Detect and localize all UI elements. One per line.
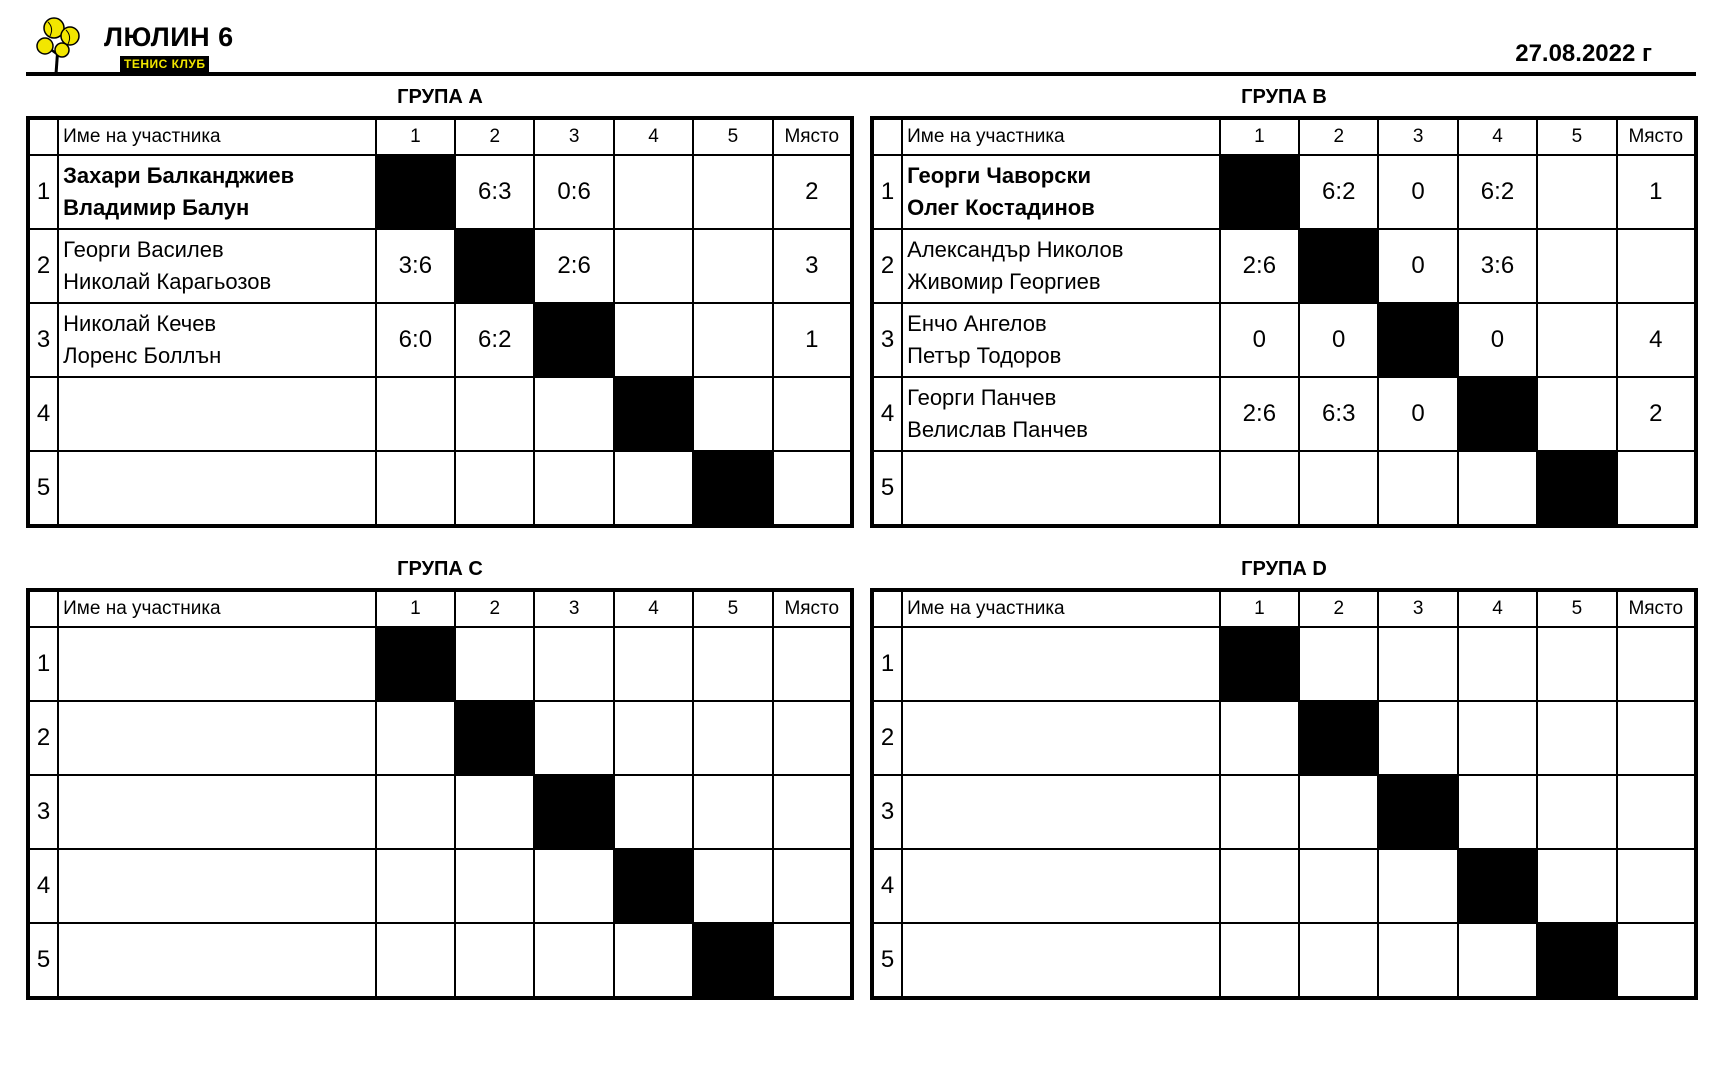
- table-row: [28, 701, 852, 775]
- row-number: 1: [28, 155, 58, 229]
- place-cell: [773, 923, 852, 998]
- table-header-row: [28, 118, 852, 155]
- participant-cell: [58, 701, 376, 775]
- score-cell: [693, 229, 772, 303]
- logo-subtitle: ТЕНИС КЛУБ: [120, 56, 209, 72]
- score-cell: 6:2: [1299, 155, 1378, 229]
- table-row: [28, 849, 852, 923]
- participant-cell: [58, 849, 376, 923]
- participant-cell: [902, 775, 1220, 849]
- participant-name-1: Георги Панчев: [907, 385, 1057, 410]
- column-header-3: 3: [534, 590, 613, 627]
- score-cell: 0: [1378, 229, 1457, 303]
- column-header-3: 3: [1378, 118, 1457, 155]
- score-cell: [534, 849, 613, 923]
- self-match-cell: [455, 229, 534, 303]
- column-header-2: 2: [455, 118, 534, 155]
- participant-cell: [902, 377, 1220, 451]
- participant-name-2: Николай Карагьозов: [63, 269, 272, 294]
- score-cell: [1458, 627, 1537, 701]
- self-match-cell: [1458, 377, 1537, 451]
- participant-name-2: Владимир Балун: [63, 195, 250, 220]
- group-table: [26, 588, 854, 1000]
- score-cell: [376, 377, 455, 451]
- score-cell: [614, 923, 693, 998]
- row-number: 5: [872, 923, 902, 998]
- place-cell: [773, 849, 852, 923]
- place-cell: [773, 627, 852, 701]
- table-row: [28, 155, 852, 229]
- row-number: 1: [28, 627, 58, 701]
- table-row: [872, 627, 1696, 701]
- participant-name-1: Енчо Ангелов: [907, 311, 1047, 336]
- self-match-cell: [376, 155, 455, 229]
- row-number: 1: [872, 155, 902, 229]
- score-cell: [1537, 155, 1616, 229]
- group-title: ГРУПА D: [1241, 558, 1327, 580]
- table-row: [28, 451, 852, 526]
- score-cell: [1378, 627, 1457, 701]
- score-cell: 3:6: [376, 229, 455, 303]
- self-match-cell: [455, 701, 534, 775]
- score-cell: [693, 377, 772, 451]
- place-cell: [1617, 627, 1696, 701]
- row-number: 5: [28, 451, 58, 526]
- score-cell: [1537, 775, 1616, 849]
- score-cell: [1299, 775, 1378, 849]
- self-match-cell: [534, 303, 613, 377]
- score-cell: [1537, 377, 1616, 451]
- score-cell: [455, 627, 534, 701]
- table-row: [872, 377, 1696, 451]
- table-row: [872, 229, 1696, 303]
- score-cell: [534, 377, 613, 451]
- score-cell: [376, 775, 455, 849]
- table-header-row: [872, 590, 1696, 627]
- score-cell: [455, 849, 534, 923]
- participant-cell: [902, 627, 1220, 701]
- score-cell: [1220, 701, 1299, 775]
- score-cell: [534, 451, 613, 526]
- self-match-cell: [614, 849, 693, 923]
- column-header-place: Място: [1617, 590, 1696, 627]
- column-header-1: 1: [376, 118, 455, 155]
- place-cell: 1: [1617, 155, 1696, 229]
- self-match-cell: [1299, 229, 1378, 303]
- score-cell: [376, 701, 455, 775]
- self-match-cell: [693, 451, 772, 526]
- score-cell: [534, 701, 613, 775]
- table-row: [872, 849, 1696, 923]
- self-match-cell: [1537, 451, 1616, 526]
- row-number: 5: [872, 451, 902, 526]
- participant-cell: [58, 451, 376, 526]
- score-cell: [693, 849, 772, 923]
- self-match-cell: [1299, 701, 1378, 775]
- column-header-3: 3: [1378, 590, 1457, 627]
- participant-name-1: Александър Николов: [907, 237, 1124, 262]
- place-cell: [1617, 923, 1696, 998]
- participant-name-2: Велислав Панчев: [907, 417, 1088, 442]
- place-cell: [1617, 229, 1696, 303]
- club-logo: [36, 16, 236, 76]
- score-cell: [614, 701, 693, 775]
- score-cell: [1458, 451, 1537, 526]
- score-cell: [1378, 701, 1457, 775]
- self-match-cell: [614, 377, 693, 451]
- score-cell: 6:2: [1458, 155, 1537, 229]
- column-header-name: Име на участника: [902, 118, 1220, 155]
- table-row: [872, 303, 1696, 377]
- table-row: [872, 451, 1696, 526]
- column-header-5: 5: [693, 590, 772, 627]
- participant-name-2: Лоренс Боллън: [63, 343, 222, 368]
- score-cell: [534, 627, 613, 701]
- score-cell: 0: [1458, 303, 1537, 377]
- score-cell: 6:3: [455, 155, 534, 229]
- group-a: [26, 84, 854, 528]
- place-cell: [1617, 701, 1696, 775]
- row-number: 2: [872, 701, 902, 775]
- column-header-5: 5: [1537, 118, 1616, 155]
- column-header-2: 2: [1299, 590, 1378, 627]
- column-header-1: 1: [1220, 590, 1299, 627]
- tournament-date: 27.08.2022 г: [1515, 40, 1652, 67]
- score-cell: [534, 923, 613, 998]
- column-header-2: 2: [455, 590, 534, 627]
- score-cell: [693, 775, 772, 849]
- column-header-4: 4: [614, 590, 693, 627]
- column-header-name: Име на участника: [58, 118, 376, 155]
- participant-cell: [58, 303, 376, 377]
- score-cell: 3:6: [1458, 229, 1537, 303]
- table-row: [28, 627, 852, 701]
- score-cell: 2:6: [1220, 229, 1299, 303]
- row-number: 4: [872, 849, 902, 923]
- row-number: 4: [28, 849, 58, 923]
- self-match-cell: [1378, 775, 1457, 849]
- row-number: 2: [28, 229, 58, 303]
- score-cell: [455, 451, 534, 526]
- column-header-5: 5: [1537, 590, 1616, 627]
- place-cell: [1617, 775, 1696, 849]
- group-c: [26, 556, 854, 1000]
- score-cell: 2:6: [534, 229, 613, 303]
- participant-name-1: Захари Балканджиев: [63, 163, 295, 188]
- participant-cell: [58, 775, 376, 849]
- participant-cell: [58, 377, 376, 451]
- participant-name-2: Живомир Георгиев: [907, 269, 1101, 294]
- row-number: 1: [872, 627, 902, 701]
- row-number: 3: [872, 303, 902, 377]
- column-header-1: 1: [376, 590, 455, 627]
- score-cell: 6:3: [1299, 377, 1378, 451]
- logo-title: ЛЮЛИН 6: [104, 22, 234, 52]
- score-cell: [1378, 849, 1457, 923]
- score-cell: [1537, 229, 1616, 303]
- score-cell: [376, 923, 455, 998]
- participant-name-1: Георги Василев: [63, 237, 224, 262]
- participant-cell: [58, 627, 376, 701]
- score-cell: 6:2: [455, 303, 534, 377]
- score-cell: [693, 627, 772, 701]
- group-table: [870, 116, 1698, 528]
- score-cell: [614, 775, 693, 849]
- column-header-name: Име на участника: [902, 590, 1220, 627]
- group-d: [870, 556, 1698, 1000]
- score-cell: [455, 923, 534, 998]
- row-number: 2: [872, 229, 902, 303]
- column-header-5: 5: [693, 118, 772, 155]
- participant-name-1: Николай Кечев: [63, 311, 217, 336]
- group-b: [870, 84, 1698, 528]
- score-cell: [693, 155, 772, 229]
- score-cell: [1220, 775, 1299, 849]
- group-title: ГРУПА В: [1241, 86, 1327, 108]
- score-cell: [1299, 451, 1378, 526]
- self-match-cell: [1220, 155, 1299, 229]
- participant-cell: [902, 229, 1220, 303]
- score-cell: [376, 849, 455, 923]
- corner-cell: [28, 118, 58, 155]
- row-number: 5: [28, 923, 58, 998]
- column-header-1: 1: [1220, 118, 1299, 155]
- participant-cell: [902, 155, 1220, 229]
- place-cell: [773, 775, 852, 849]
- page-header: [26, 12, 1694, 74]
- participant-cell: [902, 849, 1220, 923]
- corner-cell: [872, 118, 902, 155]
- table-row: [872, 775, 1696, 849]
- row-number: 3: [872, 775, 902, 849]
- place-cell: 4: [1617, 303, 1696, 377]
- header-divider: [26, 72, 1696, 76]
- score-cell: [614, 229, 693, 303]
- column-header-2: 2: [1299, 118, 1378, 155]
- score-cell: [1537, 701, 1616, 775]
- self-match-cell: [1537, 923, 1616, 998]
- column-header-place: Място: [1617, 118, 1696, 155]
- column-header-4: 4: [1458, 590, 1537, 627]
- group-table: [870, 588, 1698, 1000]
- self-match-cell: [1458, 849, 1537, 923]
- score-cell: [614, 303, 693, 377]
- table-row: [28, 303, 852, 377]
- score-cell: 0: [1378, 377, 1457, 451]
- place-cell: [773, 701, 852, 775]
- score-cell: [1458, 701, 1537, 775]
- column-header-place: Място: [773, 590, 852, 627]
- table-row: [28, 377, 852, 451]
- row-number: 4: [28, 377, 58, 451]
- table-header-row: [28, 590, 852, 627]
- participant-cell: [58, 155, 376, 229]
- participant-cell: [902, 451, 1220, 526]
- row-number: 4: [872, 377, 902, 451]
- participant-cell: [902, 701, 1220, 775]
- score-cell: [376, 451, 455, 526]
- score-cell: [693, 701, 772, 775]
- score-cell: [1299, 923, 1378, 998]
- score-cell: [1220, 923, 1299, 998]
- table-row: [28, 229, 852, 303]
- place-cell: [1617, 849, 1696, 923]
- place-cell: 1: [773, 303, 852, 377]
- participant-name-1: Георги Чаворски: [907, 163, 1091, 188]
- corner-cell: [28, 590, 58, 627]
- table-row: [872, 155, 1696, 229]
- score-cell: [1299, 627, 1378, 701]
- score-cell: [693, 303, 772, 377]
- score-cell: 0: [1378, 155, 1457, 229]
- score-cell: [455, 377, 534, 451]
- score-cell: [1299, 849, 1378, 923]
- participant-cell: [58, 923, 376, 998]
- score-cell: [1220, 451, 1299, 526]
- group-table: [26, 116, 854, 528]
- group-title: ГРУПА А: [397, 86, 483, 108]
- score-cell: 0:6: [534, 155, 613, 229]
- place-cell: [773, 451, 852, 526]
- score-cell: 0: [1220, 303, 1299, 377]
- score-cell: 2:6: [1220, 377, 1299, 451]
- row-number: 3: [28, 303, 58, 377]
- tennis-balls-tree-icon: [36, 16, 106, 76]
- self-match-cell: [376, 627, 455, 701]
- place-cell: 2: [773, 155, 852, 229]
- corner-cell: [872, 590, 902, 627]
- participant-name-2: Петър Тодоров: [907, 343, 1062, 368]
- row-number: 3: [28, 775, 58, 849]
- place-cell: 3: [773, 229, 852, 303]
- score-cell: [1220, 849, 1299, 923]
- column-header-name: Име на участника: [58, 590, 376, 627]
- score-cell: [614, 627, 693, 701]
- score-cell: [1537, 849, 1616, 923]
- score-cell: [1458, 923, 1537, 998]
- score-cell: [614, 155, 693, 229]
- row-number: 2: [28, 701, 58, 775]
- column-header-3: 3: [534, 118, 613, 155]
- group-title: ГРУПА С: [397, 558, 483, 580]
- score-cell: 0: [1299, 303, 1378, 377]
- place-cell: [773, 377, 852, 451]
- participant-name-2: Олег Костадинов: [907, 195, 1095, 220]
- participant-cell: [58, 229, 376, 303]
- table-header-row: [872, 118, 1696, 155]
- self-match-cell: [1220, 627, 1299, 701]
- score-cell: [455, 775, 534, 849]
- score-cell: [1537, 627, 1616, 701]
- score-cell: [1378, 451, 1457, 526]
- score-cell: [1458, 775, 1537, 849]
- self-match-cell: [693, 923, 772, 998]
- score-cell: 6:0: [376, 303, 455, 377]
- score-cell: [1378, 923, 1457, 998]
- self-match-cell: [1378, 303, 1457, 377]
- column-header-4: 4: [614, 118, 693, 155]
- score-cell: [614, 451, 693, 526]
- participant-cell: [902, 303, 1220, 377]
- score-cell: [1537, 303, 1616, 377]
- table-row: [28, 923, 852, 998]
- table-row: [872, 701, 1696, 775]
- place-cell: 2: [1617, 377, 1696, 451]
- place-cell: [1617, 451, 1696, 526]
- column-header-place: Място: [773, 118, 852, 155]
- table-row: [872, 923, 1696, 998]
- column-header-4: 4: [1458, 118, 1537, 155]
- table-row: [28, 775, 852, 849]
- participant-cell: [902, 923, 1220, 998]
- self-match-cell: [534, 775, 613, 849]
